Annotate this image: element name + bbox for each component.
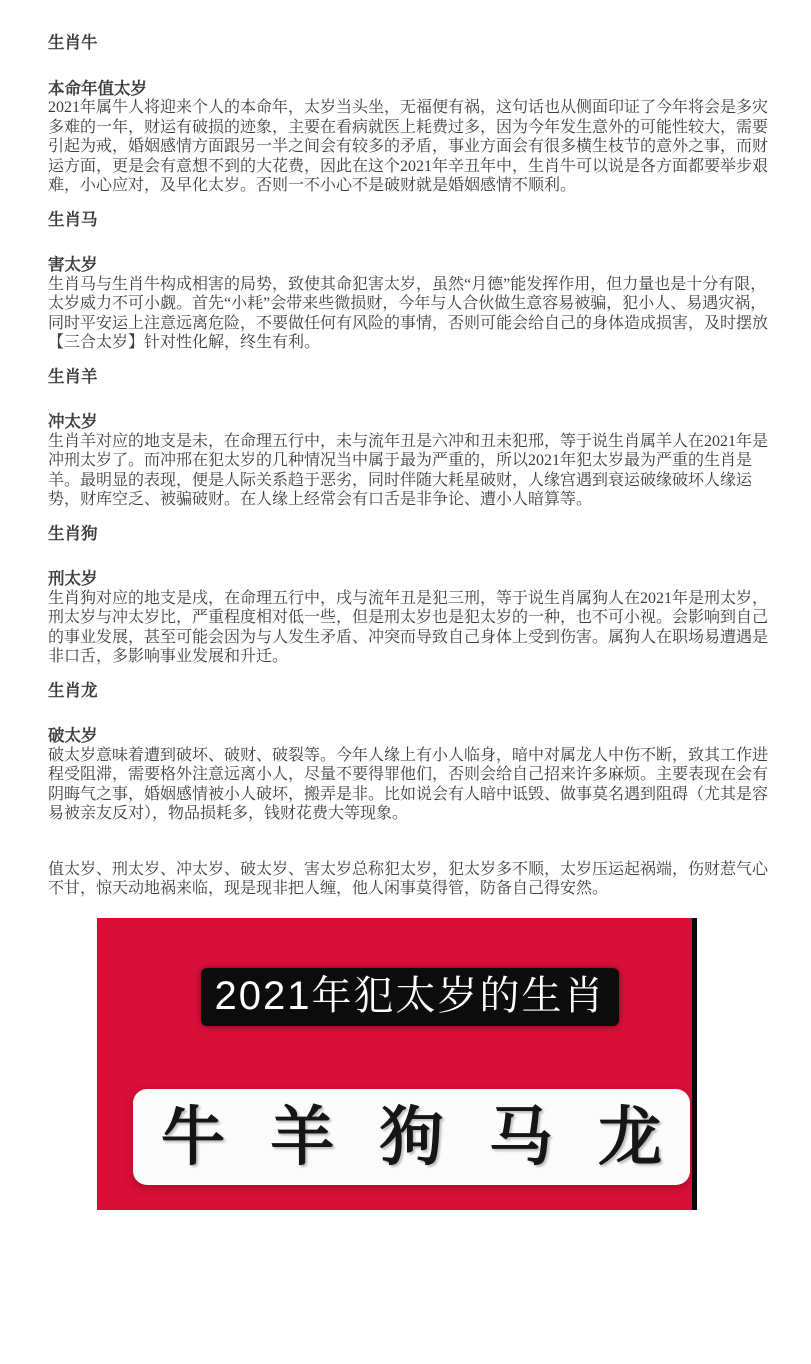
zodiac-heading-dragon: 生肖龙 [48, 680, 98, 700]
taisui-type-heading-horse: 害太岁 [48, 255, 98, 274]
zodiac-heading-dog: 生肖狗 [48, 523, 98, 543]
zodiac-heading-horse: 生肖马 [48, 209, 98, 229]
section-body-horse: 生肖马与生肖牛构成相害的局势，致使其命犯害太岁，虽然“月德”能发挥作用，但力量也是十分有限，太岁威力不可小觑。首先“小耗”会带来些微损财，今年与人合伙做生意容易被骗，犯小人、易遇灾祸，同时平安运上注意远离危险，不要做任何有风险的事情，否则可能会给自己的身体造成损害，及时摆放【三合太岁】针对性化解，终生有利。 [48, 275, 769, 351]
section-ox [48, 79, 768, 196]
banner-zodiac-row [133, 1089, 690, 1185]
taisui-type-heading-ox: 本命年值太岁 [48, 78, 147, 98]
taisui-type-heading-dog: 刑太岁 [48, 569, 98, 588]
banner-zodiac-goat: 羊 [270, 1100, 335, 1173]
section-body-ox: 2021年属牛人将迎来个人的本命年，太岁当头坐，无福便有祸，这句话也从侧面印证了今年将会是多灾多难的一年，财运有破损的迹象，主要在看病就医上耗费过多，因为今年发生意外的可能性较大，需要引起为戒，婚姻感情方面跟另一半之间会有较多的矛盾，事业方面会有很多横生枝节的意外之事，而财运方面，更是会有意想不到的大花费，因此在这个2021年辛丑年中，生肖牛可以说是各方面都要举步艰难，小心应对，及早化太岁。否则一不小心不是破财就是婚姻感情不顺利。 [48, 99, 769, 194]
summary-paragraph: 值太岁、刑太岁、冲太岁、破太岁、害太岁总称犯太岁，犯太岁多不顺，太岁压运起祸端，伤财惹气心不甘，惊天动地祸来临，现是现非把人缠，他人闲事莫得管，防备自己得安然。 [48, 860, 769, 897]
banner-zodiac-horse: 马 [488, 1100, 553, 1173]
banner-zodiac-ox: 牛 [161, 1100, 225, 1173]
section-goat [48, 412, 768, 510]
banner-zodiac-dragon: 龙 [598, 1100, 662, 1173]
section-horse [48, 255, 768, 353]
banner-zodiac-dog: 狗 [379, 1100, 444, 1173]
section-body-dog: 生肖狗对应的地支是戌，在命理五行中，戌与流年丑是犯三刑，等于说生肖属狗人在2021年是刑太岁，刑太岁与冲太岁比，严重程度相对低一些，但是刑太岁也是犯太岁的一种，也不可小视。会影响到自己的事业发展，甚至可能会因为与人发生矛盾、冲突而导致自己身体上受到伤害。属狗人在职场易遭遇是非口舌，多影响事业发展和升迁。 [48, 589, 769, 665]
taisui-type-heading-dragon: 破太岁 [48, 726, 98, 745]
section-body-dragon: 破太岁意味着遭到破坏、破财、破裂等。今年人缘上有小人临身，暗中对属龙人中伤不断，致其工作进程受阻滞，需要格外注意远离小人，尽量不要得罪他们，否则会给自己招来许多麻烦。主要表现在会有阴晦气之事，婚姻感情被小人破坏，搬弄是非。比如说会有人暗中诋毁、做事莫名遇到阻碍（尤其是容易被亲友反对），物品损耗多，钱财花费大等现象。 [48, 746, 769, 822]
zodiac-heading-goat: 生肖羊 [48, 366, 98, 386]
taisui-banner-image [97, 918, 697, 1210]
banner-title: 2021年犯太岁的生肖 [201, 968, 619, 1026]
section-body-goat: 生肖羊对应的地支是未，在命理五行中，未与流年丑是六冲和丑未犯邢，等于说生肖属羊人在2021年是冲刑太岁了。而冲邢在犯太岁的几种情况当中属于最为严重的，所以2021年犯太岁最为严重的生肖是羊。最明显的表现，便是人际关系趋于恶劣，同时伴随大耗星破财，人缘宫遇到衰运破缘破坏人缘运势，财库空乏、被骗破财。在人缘上经常会有口舌是非争论、遭小人暗算等。 [48, 432, 769, 508]
section-dog [48, 569, 768, 667]
taisui-type-heading-goat: 冲太岁 [48, 412, 98, 431]
zodiac-heading-ox: 生肖牛 [48, 33, 98, 52]
section-dragon [48, 726, 768, 824]
